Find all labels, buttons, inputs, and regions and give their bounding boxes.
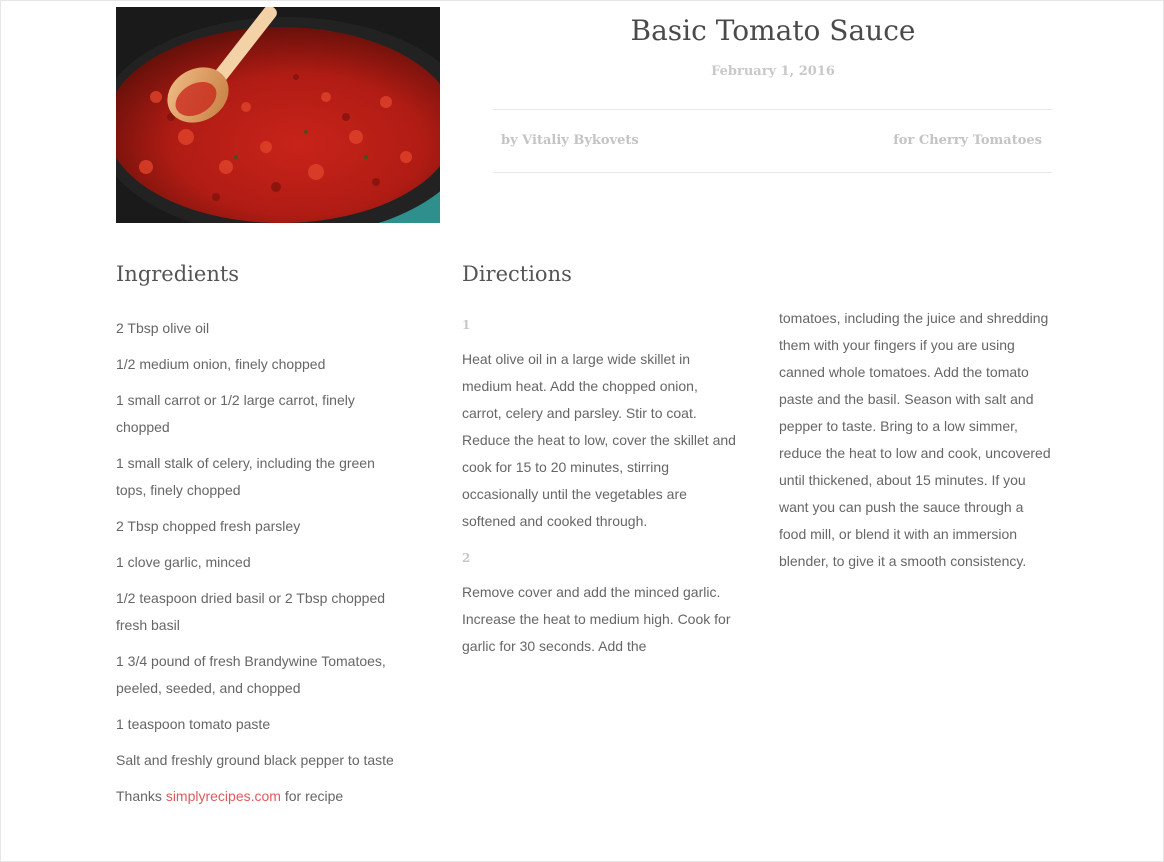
- recipe-meta-bar: [493, 109, 1052, 173]
- ingredients-list: [116, 315, 406, 819]
- ingredient-item: 1 clove garlic, minced: [116, 554, 251, 570]
- step-text-2-part1: Remove cover and add the minced garlic. Increase the heat to medium high. Cook for garlic for 30 seconds. Add the: [462, 584, 731, 654]
- step-number-2: 2: [462, 551, 471, 565]
- recipe-title: Basic Tomato Sauce: [630, 14, 916, 47]
- tomato-sauce-pan-photo-icon: [116, 7, 440, 223]
- ingredient-item: 1 small carrot or 1/2 large carrot, finely chopped: [116, 392, 355, 435]
- thanks-suffix: for recipe: [280, 788, 344, 804]
- recipe-author[interactable]: by Vitaliy Bykovets: [501, 133, 639, 148]
- ingredient-item: 1/2 medium onion, finely chopped: [116, 356, 326, 372]
- thanks-line: [116, 783, 406, 810]
- ingredient-item: 1 3/4 pound of fresh Brandywine Tomatoes, peeled, seeded, and chopped: [116, 653, 386, 696]
- ingredient-item: 2 Tbsp chopped fresh parsley: [116, 518, 301, 534]
- ingredient-item: 1 teaspoon tomato paste: [116, 716, 271, 732]
- step-text-2-part2: tomatoes, including the juice and shredding them with your fingers if you are using canned whole tomatoes. Add the tomato paste and the basil. Season with salt and pepper to taste. Bring to a low simmer, reduce the heat to low and cook, uncovered until thickened, about 15 minutes. If you want you can push the sauce through a food mill, or blend it with an immersion blender, to give it a smooth consistency.: [779, 310, 1051, 569]
- ingredient-item: 1/2 teaspoon dried basil or 2 Tbsp chopped fresh basil: [116, 590, 386, 633]
- ingredient-item: Salt and freshly ground black pepper to taste: [116, 752, 394, 768]
- recipe-date: February 1, 2016: [711, 64, 835, 79]
- thanks-prefix: Thanks: [116, 788, 166, 804]
- recipe-for-product[interactable]: for Cherry Tomatoes: [893, 133, 1042, 148]
- ingredient-item: 1 small stalk of celery, including the green tops, finely chopped: [116, 455, 375, 498]
- recipe-hero-image: [116, 7, 440, 223]
- ingredients-heading: Ingredients: [116, 262, 240, 286]
- ingredient-item: 2 Tbsp olive oil: [116, 320, 210, 336]
- step-text-1: Heat olive oil in a large wide skillet in medium heat. Add the chopped onion, carrot, celery and parsley. Stir to coat. Reduce the heat to low, cover the skillet and cook for 15 to 20 minutes, stirring occasionally until the vegetables are softened and cooked through.: [462, 351, 736, 529]
- simplyrecipes-link[interactable]: simplyrecipes.com: [165, 788, 281, 804]
- directions-heading: Directions: [462, 262, 572, 286]
- step-number-1: 1: [462, 318, 471, 332]
